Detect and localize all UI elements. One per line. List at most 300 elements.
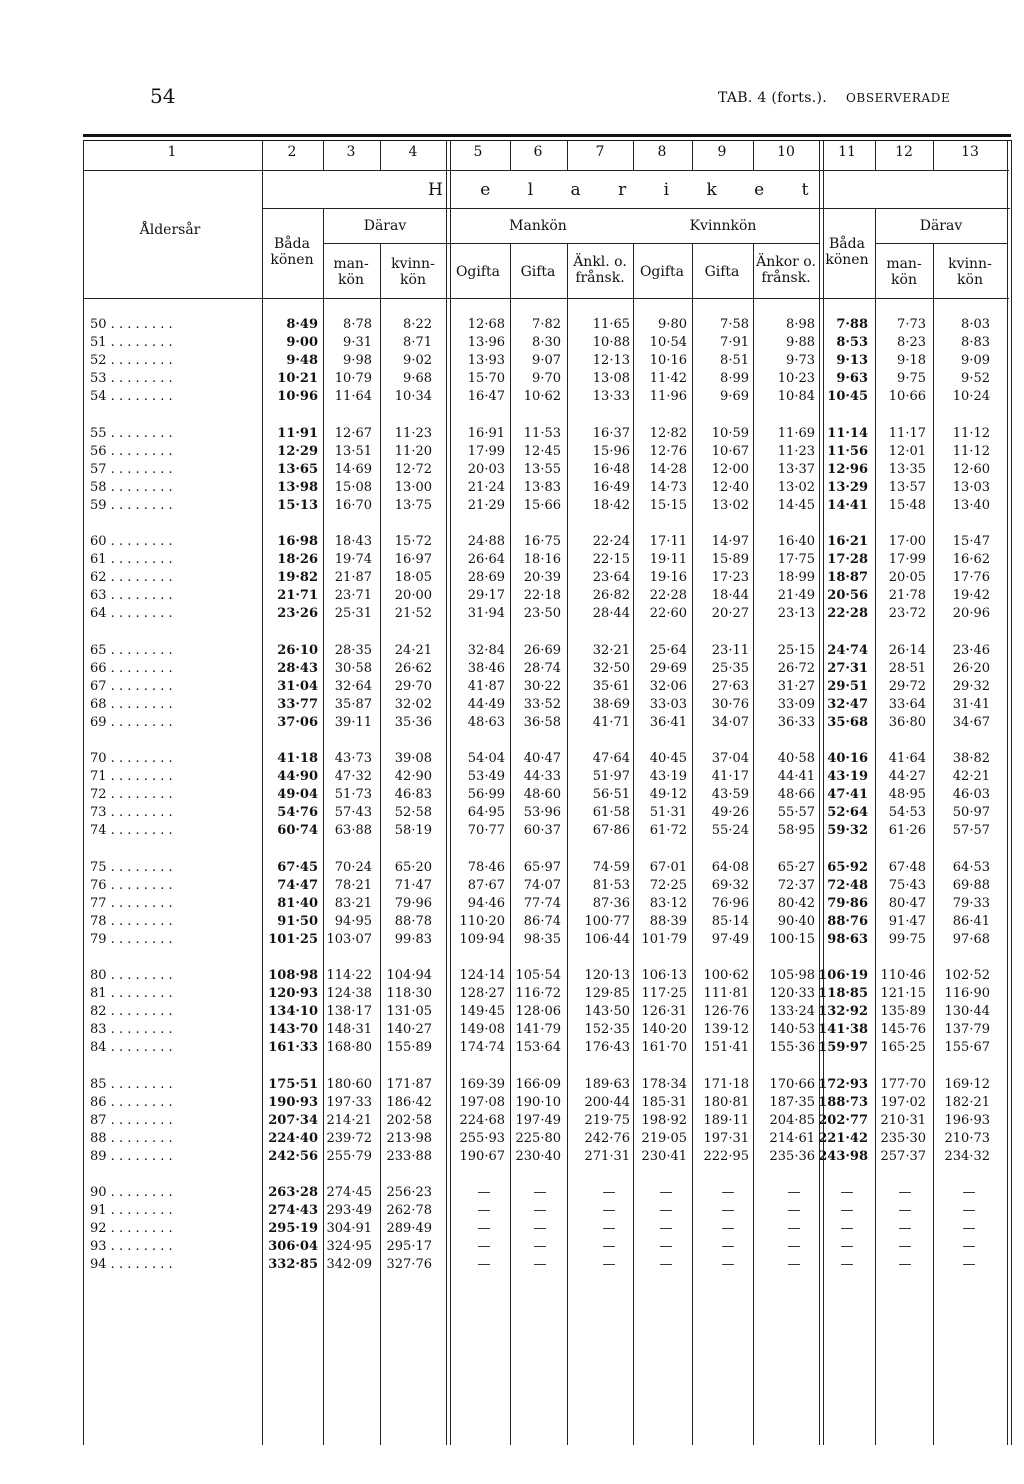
table-cell: 14·45	[777, 497, 815, 513]
table-cell: 13·08	[592, 371, 630, 386]
table-cell: 40·58	[777, 751, 815, 766]
table-cell: 97·49	[711, 931, 749, 947]
table-cell: 224·40	[268, 1130, 318, 1146]
table-cell: 15·47	[952, 534, 990, 549]
table-cell: 17·99	[888, 552, 926, 567]
table-cell: 15·89	[711, 552, 749, 567]
table-cell: 28·74	[523, 660, 561, 676]
table-cell: —	[787, 1203, 801, 1218]
age-label: 89 . . . . . . . .	[90, 1148, 173, 1164]
table-cell: 54·53	[888, 805, 926, 820]
table-cell: 23·50	[523, 606, 561, 621]
table-cell: 12·96	[827, 461, 868, 477]
table-cell: 72·48	[827, 877, 868, 893]
table-cell: 58·19	[394, 823, 432, 838]
table-cell: 10·79	[334, 371, 372, 386]
table-cell: 165·25	[880, 1040, 926, 1055]
table-cell: 16·75	[523, 534, 561, 549]
table-cell: 10·62	[523, 389, 561, 404]
table-cell: 76·96	[711, 895, 749, 911]
table-cell: 88·39	[649, 913, 687, 929]
header-bada-konen-right: Båda könen	[825, 236, 869, 268]
table-cell: 149·08	[459, 1022, 505, 1037]
table-cell: 274·45	[326, 1185, 372, 1200]
table-cell: 20·03	[467, 461, 505, 477]
column-divider	[380, 140, 381, 170]
table-cell: 64·08	[711, 859, 749, 875]
table-cell: 200·44	[584, 1094, 630, 1110]
table-cell: 19·74	[334, 552, 372, 567]
column-divider	[633, 140, 634, 170]
table-cell: 175·51	[268, 1076, 318, 1092]
table-cell: 38·46	[467, 660, 505, 676]
table-cell: 100·77	[584, 913, 630, 929]
table-cell: 26·69	[523, 642, 561, 658]
table-cell: 235·36	[769, 1148, 815, 1164]
table-cell: —	[659, 1203, 673, 1218]
table-cell: 21·78	[888, 588, 926, 603]
table-cell: 171·18	[703, 1076, 749, 1092]
table-cell: 30·22	[523, 678, 561, 694]
running-head-title: OBSERVERADE	[845, 91, 951, 105]
table-cell: 140·27	[386, 1022, 432, 1037]
table-cell: 7·73	[897, 317, 926, 332]
age-label: 57 . . . . . . . .	[90, 461, 173, 477]
table-cell: 9·09	[961, 353, 990, 368]
table-cell: 87·36	[592, 895, 630, 911]
page-number: 54	[150, 84, 176, 108]
table-cell: 46·03	[952, 787, 990, 802]
table-cell: 25·64	[649, 642, 687, 658]
table-cell: 133·24	[769, 1004, 815, 1019]
table-cell: 20·39	[523, 570, 561, 585]
table-cell: 35·61	[592, 678, 630, 694]
table-cell: 263·28	[268, 1185, 318, 1200]
table-cell: 185·31	[641, 1094, 687, 1110]
table-cell: 39·11	[334, 714, 372, 730]
table-cell: 12·72	[394, 461, 432, 477]
table-cell: 12·40	[711, 479, 749, 495]
table-cell: 43·19	[649, 769, 687, 784]
table-cell: 155·67	[944, 1040, 990, 1055]
table-cell: 33·77	[277, 696, 318, 712]
table-cell: 101·79	[641, 931, 687, 947]
table-cell: 11·65	[592, 317, 630, 332]
table-cell: 57·43	[334, 805, 372, 820]
table-cell: —	[533, 1203, 547, 1218]
table-cell: —	[721, 1185, 735, 1200]
table-cell: 63·88	[334, 823, 372, 838]
table-cell: 13·00	[394, 479, 432, 495]
header-kvinnkon: kvinn- kön	[391, 256, 435, 288]
table-cell: 12·01	[888, 443, 926, 459]
table-cell: 13·98	[277, 479, 318, 495]
age-label: 81 . . . . . . . .	[90, 986, 173, 1001]
table-cell: 295·19	[268, 1221, 318, 1236]
age-label: 61 . . . . . . . .	[90, 552, 173, 567]
table-cell: 59·32	[827, 823, 868, 838]
table-cell: 69·32	[711, 877, 749, 893]
table-cell: 18·16	[523, 552, 561, 567]
table-cell: 166·09	[515, 1076, 561, 1092]
table-cell: 306·04	[268, 1239, 318, 1254]
table-cell: 88·78	[394, 913, 432, 929]
table-cell: —	[962, 1257, 976, 1272]
table-cell: 180·60	[326, 1076, 372, 1092]
age-label: 86 . . . . . . . .	[90, 1094, 173, 1110]
table-cell: 17·99	[467, 443, 505, 459]
table-cell: 8·49	[286, 317, 318, 332]
table-cell: 19·16	[649, 570, 687, 585]
table-cell: —	[602, 1257, 616, 1272]
table-cell: 7·58	[720, 317, 749, 332]
table-cell: 10·84	[777, 389, 815, 404]
table-cell: —	[659, 1185, 673, 1200]
table-cell: 33·52	[523, 696, 561, 712]
age-label: 94 . . . . . . . .	[90, 1257, 173, 1272]
column-divider	[510, 140, 511, 170]
table-cell: 9·69	[720, 389, 749, 404]
table-cell: 152·35	[584, 1022, 630, 1037]
table-cell: —	[962, 1221, 976, 1236]
table-cell: 49·26	[711, 805, 749, 820]
table-cell: 33·03	[649, 696, 687, 712]
table-cell: 69·88	[952, 877, 990, 893]
table-cell: 106·19	[818, 968, 868, 983]
table-cell: 44·33	[523, 769, 561, 784]
column-divider	[933, 243, 934, 1445]
table-cell: 140·53	[769, 1022, 815, 1037]
table-cell: 10·54	[649, 335, 687, 350]
table-cell: 91·47	[888, 913, 926, 929]
table-cell: 81·40	[277, 895, 318, 911]
table-cell: 61·58	[592, 805, 630, 820]
table-cell: —	[840, 1239, 854, 1254]
table-cell: 256·23	[386, 1185, 432, 1200]
table-cell: 55·24	[711, 823, 749, 838]
table-cell: 36·80	[888, 714, 926, 730]
table-cell: 36·41	[649, 714, 687, 730]
table-cell: 53·96	[523, 805, 561, 820]
running-head-table: TAB. 4 (forts.).	[718, 90, 827, 106]
table-cell: 8·22	[403, 317, 432, 332]
table-cell: 9·75	[897, 371, 926, 386]
table-cell: 100·62	[703, 968, 749, 983]
table-cell: 255·79	[326, 1148, 372, 1164]
table-cell: —	[840, 1203, 854, 1218]
column-number: 10	[777, 144, 795, 160]
table-cell: —	[659, 1239, 673, 1254]
table-cell: 210·31	[880, 1112, 926, 1128]
table-cell: 23·71	[334, 588, 372, 603]
table-cell: 12·00	[711, 461, 749, 477]
table-cell: 23·13	[777, 606, 815, 621]
table-cell: 106·13	[641, 968, 687, 983]
column-divider	[933, 140, 934, 170]
header-gifta-man: Gifta	[520, 264, 556, 280]
table-cell: 9·68	[403, 371, 432, 386]
table-cell: 36·58	[523, 714, 561, 730]
age-label: 72 . . . . . . . .	[90, 787, 173, 802]
table-cell: 86·74	[523, 913, 561, 929]
table-cell: 42·90	[394, 769, 432, 784]
table-cell: 35·68	[827, 714, 868, 730]
table-cell: 170·66	[769, 1076, 815, 1092]
table-cell: 111·81	[703, 986, 749, 1001]
table-cell: 16·98	[277, 534, 318, 549]
table-cell: 28·35	[334, 642, 372, 658]
table-cell: 135·89	[880, 1004, 926, 1019]
table-cell: 11·56	[827, 443, 868, 459]
table-cell: 13·57	[888, 479, 926, 495]
table-cell: 25·31	[334, 606, 372, 621]
table-cell: 197·49	[515, 1112, 561, 1128]
table-cell: 23·26	[277, 606, 318, 621]
table-cell: 235·30	[880, 1130, 926, 1146]
table-cell: 98·63	[827, 931, 868, 947]
table-cell: 65·20	[394, 859, 432, 875]
table-cell: 44·90	[277, 769, 318, 784]
table-cell: 18·44	[711, 588, 749, 603]
table-cell: 13·02	[711, 497, 749, 513]
table-cell: 14·41	[827, 497, 868, 513]
table-cell: 43·73	[334, 751, 372, 766]
table-cell: 18·42	[592, 497, 630, 513]
table-cell: 9·80	[658, 317, 687, 332]
table-cell: 17·75	[777, 552, 815, 567]
table-cell: 16·48	[592, 461, 630, 477]
age-label: 64 . . . . . . . .	[90, 606, 173, 621]
table-cell: 74·07	[523, 877, 561, 893]
table-cell: 44·41	[777, 769, 815, 784]
table-cell: 32·02	[394, 696, 432, 712]
table-cell: —	[721, 1221, 735, 1236]
table-cell: 15·66	[523, 497, 561, 513]
table-cell: 13·93	[467, 353, 505, 368]
table-cell: 87·67	[467, 877, 505, 893]
table-cell: —	[840, 1221, 854, 1236]
table-cell: 51·31	[649, 805, 687, 820]
table-cell: 13·55	[523, 461, 561, 477]
table-cell: 140·20	[641, 1022, 687, 1037]
table-cell: —	[898, 1185, 912, 1200]
table-cell: 10·88	[592, 335, 630, 350]
column-number: 4	[408, 144, 418, 160]
column-number: 2	[287, 144, 297, 160]
table-cell: —	[533, 1239, 547, 1254]
table-cell: 51·73	[334, 787, 372, 802]
table-cell: 128·27	[459, 986, 505, 1001]
table-cell: 98·35	[523, 931, 561, 947]
table-cell: 180·81	[703, 1094, 749, 1110]
table-cell: 16·62	[952, 552, 990, 567]
table-cell: 15·08	[334, 479, 372, 495]
table-cell: 120·13	[584, 968, 630, 983]
header-mankon-right: man- kön	[886, 256, 922, 288]
table-cell: 24·88	[467, 534, 505, 549]
table-cell: 9·52	[961, 371, 990, 386]
table-cell: 102·52	[944, 968, 990, 983]
table-cell: 190·93	[268, 1094, 318, 1110]
age-label: 85 . . . . . . . .	[90, 1076, 173, 1092]
table-cell: 197·08	[459, 1094, 505, 1110]
table-cell: 202·77	[818, 1112, 868, 1128]
table-cell: 219·75	[584, 1112, 630, 1128]
table-cell: 13·02	[777, 479, 815, 495]
age-label: 51 . . . . . . . .	[90, 335, 173, 350]
table-cell: 47·41	[827, 787, 868, 802]
column-number: 5	[473, 144, 483, 160]
age-label: 59 . . . . . . . .	[90, 497, 173, 513]
age-label: 87 . . . . . . . .	[90, 1112, 173, 1128]
age-label: 60 . . . . . . . .	[90, 534, 173, 549]
table-cell: 21·71	[277, 588, 318, 603]
table-cell: 21·49	[777, 588, 815, 603]
table-cell: 11·17	[888, 425, 926, 441]
table-cell: 64·53	[952, 859, 990, 875]
mankon-kvinnkon-rule	[447, 243, 820, 244]
table-cell: 14·73	[649, 479, 687, 495]
table-cell: 41·87	[467, 678, 505, 694]
table-cell: 141·38	[818, 1022, 868, 1037]
table-cell: 13·75	[394, 497, 432, 513]
table-cell: 51·97	[592, 769, 630, 784]
table-cell: 10·24	[952, 389, 990, 404]
table-cell: 11·12	[952, 443, 990, 459]
table-cell: —	[787, 1239, 801, 1254]
table-cell: 43·59	[711, 787, 749, 802]
table-cell: 74·59	[592, 859, 630, 875]
table-cell: 10·66	[888, 389, 926, 404]
table-cell: —	[840, 1257, 854, 1272]
table-cell: 78·46	[467, 859, 505, 875]
table-cell: 56·51	[592, 787, 630, 802]
table-cell: 99·75	[888, 931, 926, 947]
table-cell: 234·32	[944, 1148, 990, 1164]
table-cell: —	[533, 1185, 547, 1200]
table-cell: 176·43	[584, 1040, 630, 1055]
table-cell: 11·64	[334, 389, 372, 404]
table-cell: 24·74	[827, 642, 868, 658]
table-cell: 79·33	[952, 895, 990, 911]
table-cell: 31·41	[952, 696, 990, 712]
table-cell: 190·67	[459, 1148, 505, 1164]
table-cell: 8·78	[343, 317, 372, 332]
age-label: 93 . . . . . . . .	[90, 1239, 173, 1254]
table-cell: 148·31	[326, 1022, 372, 1037]
table-cell: 16·21	[827, 534, 868, 549]
table-cell: 26·72	[777, 660, 815, 676]
table-cell: 8·99	[720, 371, 749, 386]
table-cell: 52·64	[827, 805, 868, 820]
table-cell: 65·27	[777, 859, 815, 875]
table-cell: 225·80	[515, 1130, 561, 1146]
table-cell: 161·70	[641, 1040, 687, 1055]
table-cell: 118·30	[386, 986, 432, 1001]
table-cell: 28·44	[592, 606, 630, 621]
table-cell: 293·49	[326, 1203, 372, 1218]
table-cell: 126·31	[641, 1004, 687, 1019]
table-cell: —	[721, 1257, 735, 1272]
table-cell: 67·01	[649, 859, 687, 875]
table-cell: 32·21	[592, 642, 630, 658]
table-cell: 32·64	[334, 678, 372, 694]
table-cell: 32·06	[649, 678, 687, 694]
column-number: 7	[595, 144, 605, 160]
table-cell: 35·36	[394, 714, 432, 730]
age-label: 88 . . . . . . . .	[90, 1130, 173, 1146]
table-cell: 34·07	[711, 714, 749, 730]
table-cell: 9·88	[786, 335, 815, 350]
table-cell: 19·82	[277, 570, 318, 585]
table-cell: 15·15	[649, 497, 687, 513]
table-cell: 13·96	[467, 335, 505, 350]
table-cell: 116·72	[515, 986, 561, 1001]
age-label: 50 . . . . . . . .	[90, 317, 173, 332]
table-cell: 141·79	[515, 1022, 561, 1037]
table-cell: 9·00	[286, 335, 318, 350]
table-cell: 11·12	[952, 425, 990, 441]
table-cell: 49·12	[649, 787, 687, 802]
table-cell: 10·21	[277, 371, 318, 386]
column-divider	[875, 140, 876, 170]
table-cell: 20·05	[888, 570, 926, 585]
table-cell: 13·35	[888, 461, 926, 477]
table-cell: 239·72	[326, 1130, 372, 1146]
table-cell: 20·00	[394, 588, 432, 603]
table-cell: 18·87	[827, 570, 868, 585]
table-cell: 10·67	[711, 443, 749, 459]
table-cell: 324·95	[326, 1239, 372, 1254]
hela-riket-rule	[262, 208, 820, 209]
table-cell: 85·14	[711, 913, 749, 929]
table-cell: 219·05	[641, 1130, 687, 1146]
table-cell: 327·76	[386, 1257, 432, 1272]
table-cell: 9·31	[343, 335, 372, 350]
table-cell: 12·68	[467, 317, 505, 332]
column-number: 11	[838, 144, 856, 160]
table-cell: 91·50	[277, 913, 318, 929]
table-cell: 213·98	[386, 1130, 432, 1146]
table-cell: 11·53	[523, 425, 561, 441]
table-cell: 52·58	[394, 805, 432, 820]
age-label: 92 . . . . . . . .	[90, 1221, 173, 1236]
table-cell: 109·94	[459, 931, 505, 947]
table-cell: 13·33	[592, 389, 630, 404]
table-cell: 169·12	[944, 1076, 990, 1092]
header-gifta-kvinn: Gifta	[704, 264, 740, 280]
table-cell: 18·43	[334, 534, 372, 549]
table-cell: 53·49	[467, 769, 505, 784]
table-cell: 34·67	[952, 714, 990, 730]
table-cell: 9·13	[836, 353, 868, 368]
table-cell: 41·71	[592, 714, 630, 730]
table-cell: 131·05	[386, 1004, 432, 1019]
table-cell: 48·63	[467, 714, 505, 730]
table-cell: 32·50	[592, 660, 630, 676]
table-cell: 12·45	[523, 443, 561, 459]
table-cell: 204·85	[769, 1112, 815, 1128]
table-cell: 8·51	[720, 353, 749, 368]
table-cell: 10·96	[277, 389, 318, 404]
table-cell: 9·02	[403, 353, 432, 368]
age-label: 80 . . . . . . . .	[90, 968, 173, 983]
table-cell: 26·20	[952, 660, 990, 676]
header-mankon: man- kön	[333, 256, 369, 288]
table-cell: 108·98	[268, 968, 318, 983]
header-ogifta-man: Ogifta	[455, 264, 501, 280]
table-cell: 224·68	[459, 1112, 505, 1128]
